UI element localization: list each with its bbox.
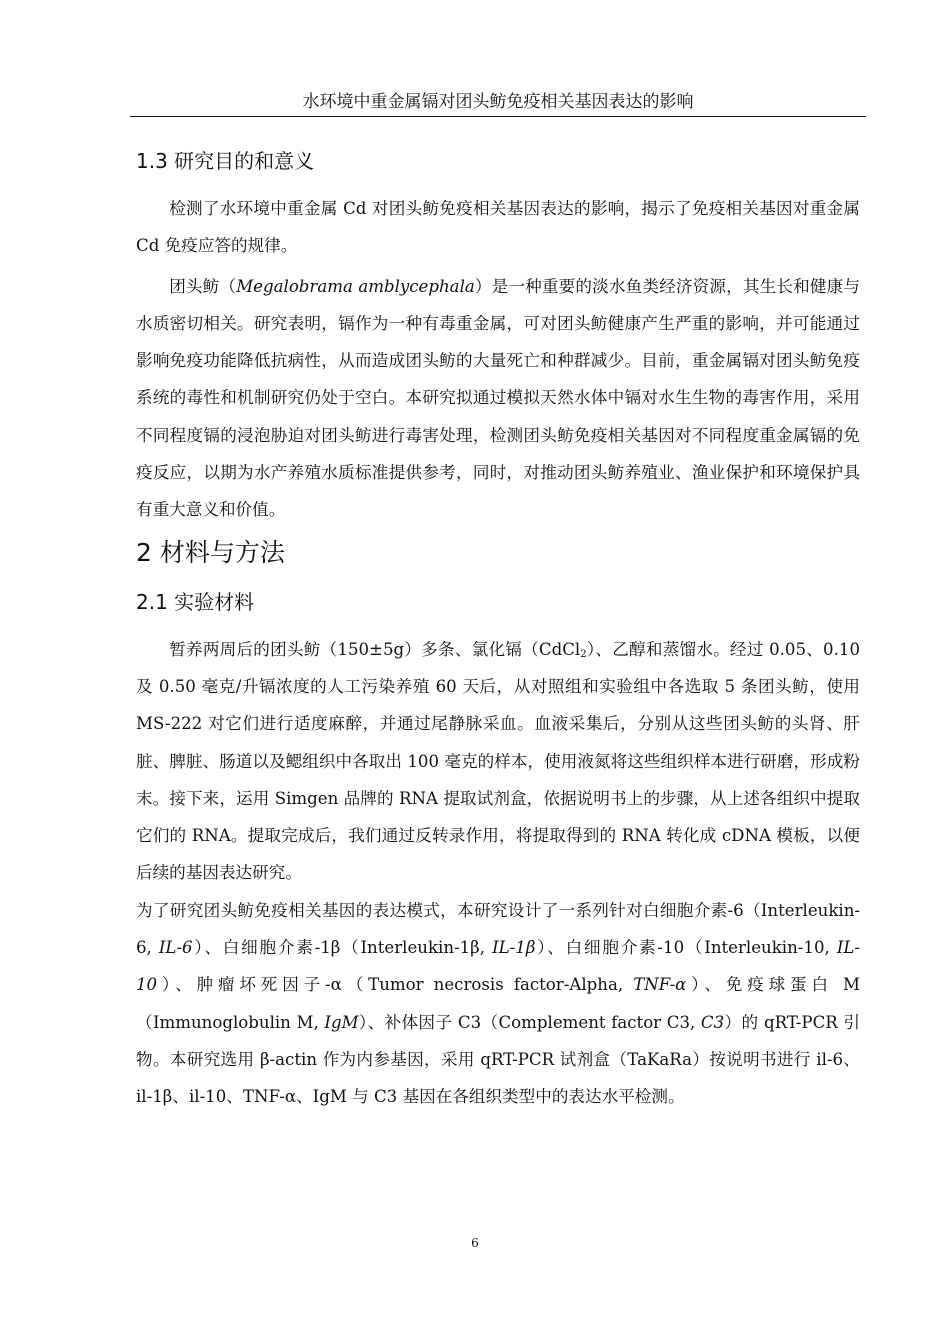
section-heading-1-3: 1.3 研究目的和意义 xyxy=(136,149,315,173)
paragraph-1-3-a: 检测了水环境中重金属 Cd 对团头鲂免疫相关基因表达的影响，揭示了免疫相关基因对重金属 Cd 免疫应答的规律。 xyxy=(136,199,860,256)
text-run: ）、免疫球蛋白 M（Immunoglobulin M, xyxy=(136,975,860,1032)
section-heading-2-1: 2.1 实验材料 xyxy=(136,589,255,614)
gene-il1b: IL-1β xyxy=(492,938,536,958)
text-run: ）是一种重要的淡水鱼类经济资源，其生长和健康与水质密切相关。研究表明，镉作为一种有毒重金属，可对团头鲂健康产生严重的影响，并可能通过影响免疫功能降低抗病性，从而造成团头鲂的大量死亡和种群减少。目前，重金属镉对团头鲂免疫系统的毒性和机制研究仍处于空白。本研究拟通过模拟天然水体中镉对水生生物的毒害作用，采用不同程度镉的浸泡胁迫对团头鲂进行毒害处理，检测团头鲂免疫相关基因对不同程度重金属镉的免疫反应，以期为水产养殖水质标准提供参考，同时，对推动团头鲂养殖业、渔业保护和环境保护具有重大意义和价值。 xyxy=(136,276,861,520)
subscript: 2 xyxy=(580,648,587,660)
text-run: ）、乙醇和蒸馏水。经过 0.05、0.10 及 0.50 毫克/升镉浓度的人工污染养殖 60 天后，从对照组和实验组中各选取 5 条团头鲂，使用 MS-222 对它们进行适度麻醉，并通过尾静脉采血。血液采集后，分别从这些团头鲂的头肾、肝脏、脾脏、肠道以及鳃组织中各取出 100 毫克的样本，使用液氮将这些组织样本进行研磨，形成粉末。接下来，运用 Simgen 品牌的 RNA 提取试剂盒，依据说明书上的步骤，从上述各组织中提取它们的 RNA。提取完成后，我们通过反转录作用，将提取得到的 RNA 转化成 cDNA 模板，以便后续的基因表达研究。 xyxy=(136,639,861,883)
gene-tnfa: TNF-α xyxy=(633,975,687,995)
gene-il6: IL-6 xyxy=(158,938,193,958)
page-number: 6 xyxy=(471,1236,479,1250)
text-run: ）、白细胞介素-1β（Interleukin-1β, xyxy=(192,938,493,958)
text-run: 暂养两周后的团头鲂（150±5g）多条、氯化镉（CdCl xyxy=(169,639,581,659)
text-run: ）、补体因子 C3（Complement factor C3, xyxy=(358,1012,701,1032)
gene-il10: IL-10 xyxy=(136,938,861,995)
species-name: Megalobrama amblycephala xyxy=(236,276,475,296)
paragraph-2-1-a xyxy=(136,631,860,892)
text-run: ）的 qRT-PCR 引物。本研究选用 β-actin 作为内参基因，采用 qRT-PCR 试剂盒（TaKaRa）按说明书进行 il-6、il-1β、il-10、TNF-α、IgM 与 C3 基因在各组织类型中的表达水平检测。 xyxy=(136,1012,860,1107)
running-header: 水环境中重金属镉对团头鲂免疫相关基因表达的影响 xyxy=(302,92,694,112)
gene-igm: IgM xyxy=(324,1012,359,1032)
paragraph-2-1-b xyxy=(136,892,860,1116)
section-heading-2: 2 材料与方法 xyxy=(136,537,285,567)
text-run: ）、肿瘤坏死因子-α（Tumor necrosis factor-Alpha, xyxy=(157,975,634,995)
paragraph-1-3-b xyxy=(136,268,860,529)
text-run: ）、白细胞介素-10（Interleukin-10, xyxy=(535,938,837,958)
text-run: 团头鲂（ xyxy=(169,276,237,296)
text-run: 为了研究团头鲂免疫相关基因的表达模式，本研究设计了一系列针对白细胞介素-6（Interleukin-6, xyxy=(136,900,860,958)
gene-c3: C3 xyxy=(700,1012,725,1032)
page-body xyxy=(136,146,860,1116)
header-rule xyxy=(130,116,866,117)
